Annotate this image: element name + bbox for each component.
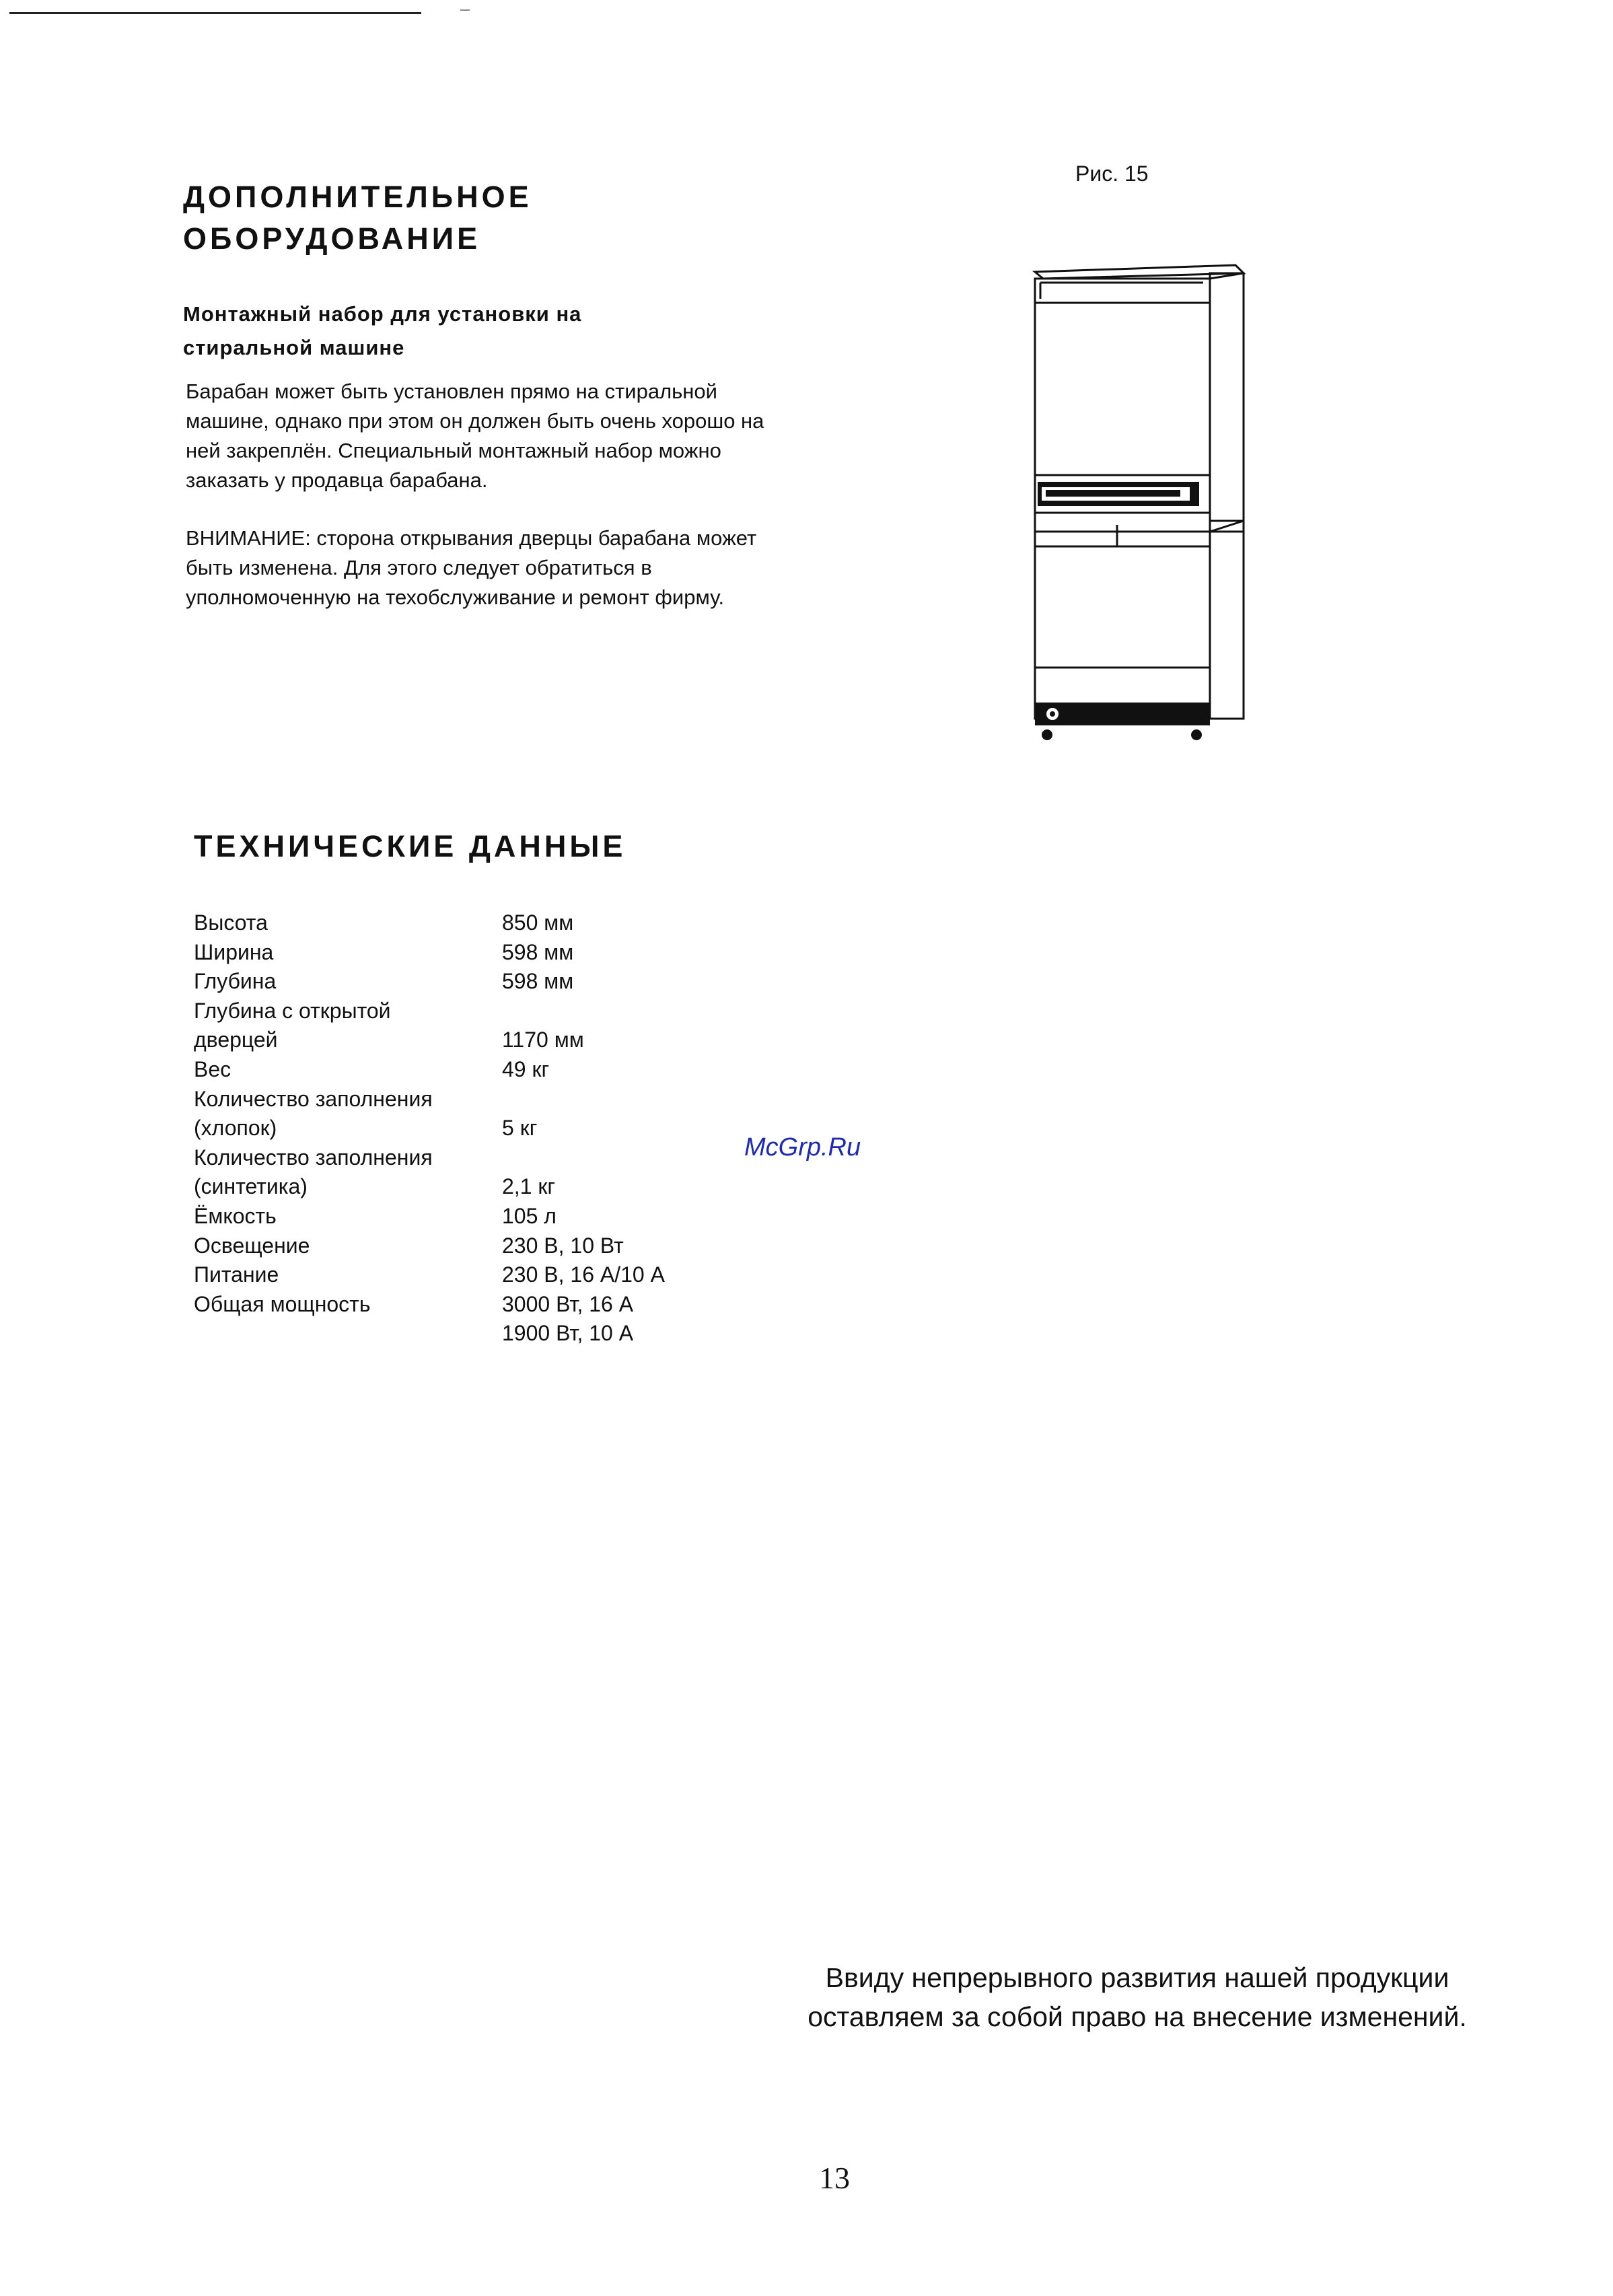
- page-number: 13: [819, 2161, 850, 2195]
- spec-row: [194, 1114, 665, 1143]
- heading-line-2: ОБОРУДОВАНИЕ: [183, 221, 481, 256]
- spec-row: [194, 1290, 665, 1320]
- spec-value: 1900 Вт, 10 А: [502, 1321, 634, 1346]
- spec-row: [194, 908, 665, 938]
- spec-label: Питание: [194, 1262, 279, 1287]
- spec-row: [194, 1085, 665, 1114]
- spec-row: [194, 1143, 665, 1173]
- additional-equipment-heading: [183, 176, 532, 260]
- spec-row: [194, 1026, 665, 1055]
- spec-value: 230 В, 10 Вт: [502, 1233, 624, 1258]
- right-foot: [1191, 729, 1202, 740]
- spec-label: (синтетика): [194, 1174, 308, 1199]
- tech-data-heading: ТЕХНИЧЕСКИЕ ДАННЫЕ: [194, 829, 626, 863]
- spec-row: [194, 1260, 665, 1290]
- spec-value: 598 мм: [502, 939, 574, 964]
- spec-value: 3000 Вт, 16 А: [502, 1291, 634, 1316]
- spec-value: 230 В, 16 А/10 А: [502, 1262, 665, 1287]
- spec-value: 49 кг: [502, 1056, 550, 1081]
- spec-value: 2,1 кг: [502, 1174, 556, 1199]
- spec-value: 1170 мм: [502, 1028, 584, 1052]
- plinth: [1035, 703, 1210, 725]
- spec-row: [194, 997, 665, 1026]
- spec-label: Вес: [194, 1056, 231, 1081]
- lower-unit-front: [1035, 532, 1210, 719]
- changes-notice: Ввиду непрерывного развития нашей продукции оставляем за собой право на внесение изменений.: [808, 1962, 1467, 2032]
- dryer-on-washer-illustration: [1021, 258, 1268, 764]
- spec-label: Высота: [194, 910, 268, 935]
- top-rule: [9, 12, 421, 14]
- left-foot: [1042, 729, 1052, 740]
- spec-label: Ёмкость: [194, 1203, 277, 1228]
- spec-row: [194, 1202, 665, 1231]
- mounting-kit-subheading: Монтажный набор для установки на стиральной машине: [183, 302, 582, 359]
- lower-unit-side: [1210, 521, 1244, 719]
- tech-spec-table: [194, 908, 665, 1349]
- spec-value: 5 кг: [502, 1116, 538, 1141]
- spec-label: Глубина: [194, 969, 277, 994]
- spec-label: [194, 1319, 502, 1349]
- spec-row: [194, 1231, 665, 1261]
- spec-label: Ширина: [194, 939, 274, 964]
- spec-row: [194, 1319, 665, 1349]
- figure-caption: Рис. 15: [1075, 162, 1149, 186]
- top-surface: [1035, 265, 1244, 279]
- spec-label: Количество заполнения: [194, 1086, 433, 1111]
- spec-value: 105 л: [502, 1203, 557, 1228]
- spec-label: Количество заполнения: [194, 1145, 433, 1170]
- heading-line-1: ДОПОЛНИТЕЛЬНОЕ: [183, 180, 532, 214]
- spec-label: (хлопок): [194, 1116, 277, 1141]
- top-rule-dots: [460, 9, 470, 11]
- mounting-paragraph: Барабан может быть установлен прямо на стиральной машине, однако при этом он должен быть очень хорошо на ней закреплён. Специальный монтажный набор можно заказать у продавца барабана.: [186, 380, 764, 492]
- warning-paragraph: ВНИМАНИЕ: сторона открывания дверцы барабана может быть изменена. Для этого следует обратиться в уполномоченную на техобслуживание и ремонт фирму.: [186, 526, 757, 609]
- spec-row: [194, 938, 665, 968]
- spec-label: дверцей: [194, 1028, 278, 1052]
- spec-label: Освещение: [194, 1233, 310, 1258]
- upper-unit-side: [1210, 273, 1244, 532]
- spec-value: 850 мм: [502, 910, 574, 935]
- watermark: McGrp.Ru: [744, 1133, 861, 1161]
- spec-row: [194, 967, 665, 997]
- spec-value: 598 мм: [502, 969, 574, 994]
- spec-row: [194, 1055, 665, 1085]
- spec-row: [194, 1172, 665, 1202]
- spec-label: Глубина с открытой: [194, 998, 391, 1023]
- spec-label: Общая мощность: [194, 1291, 371, 1316]
